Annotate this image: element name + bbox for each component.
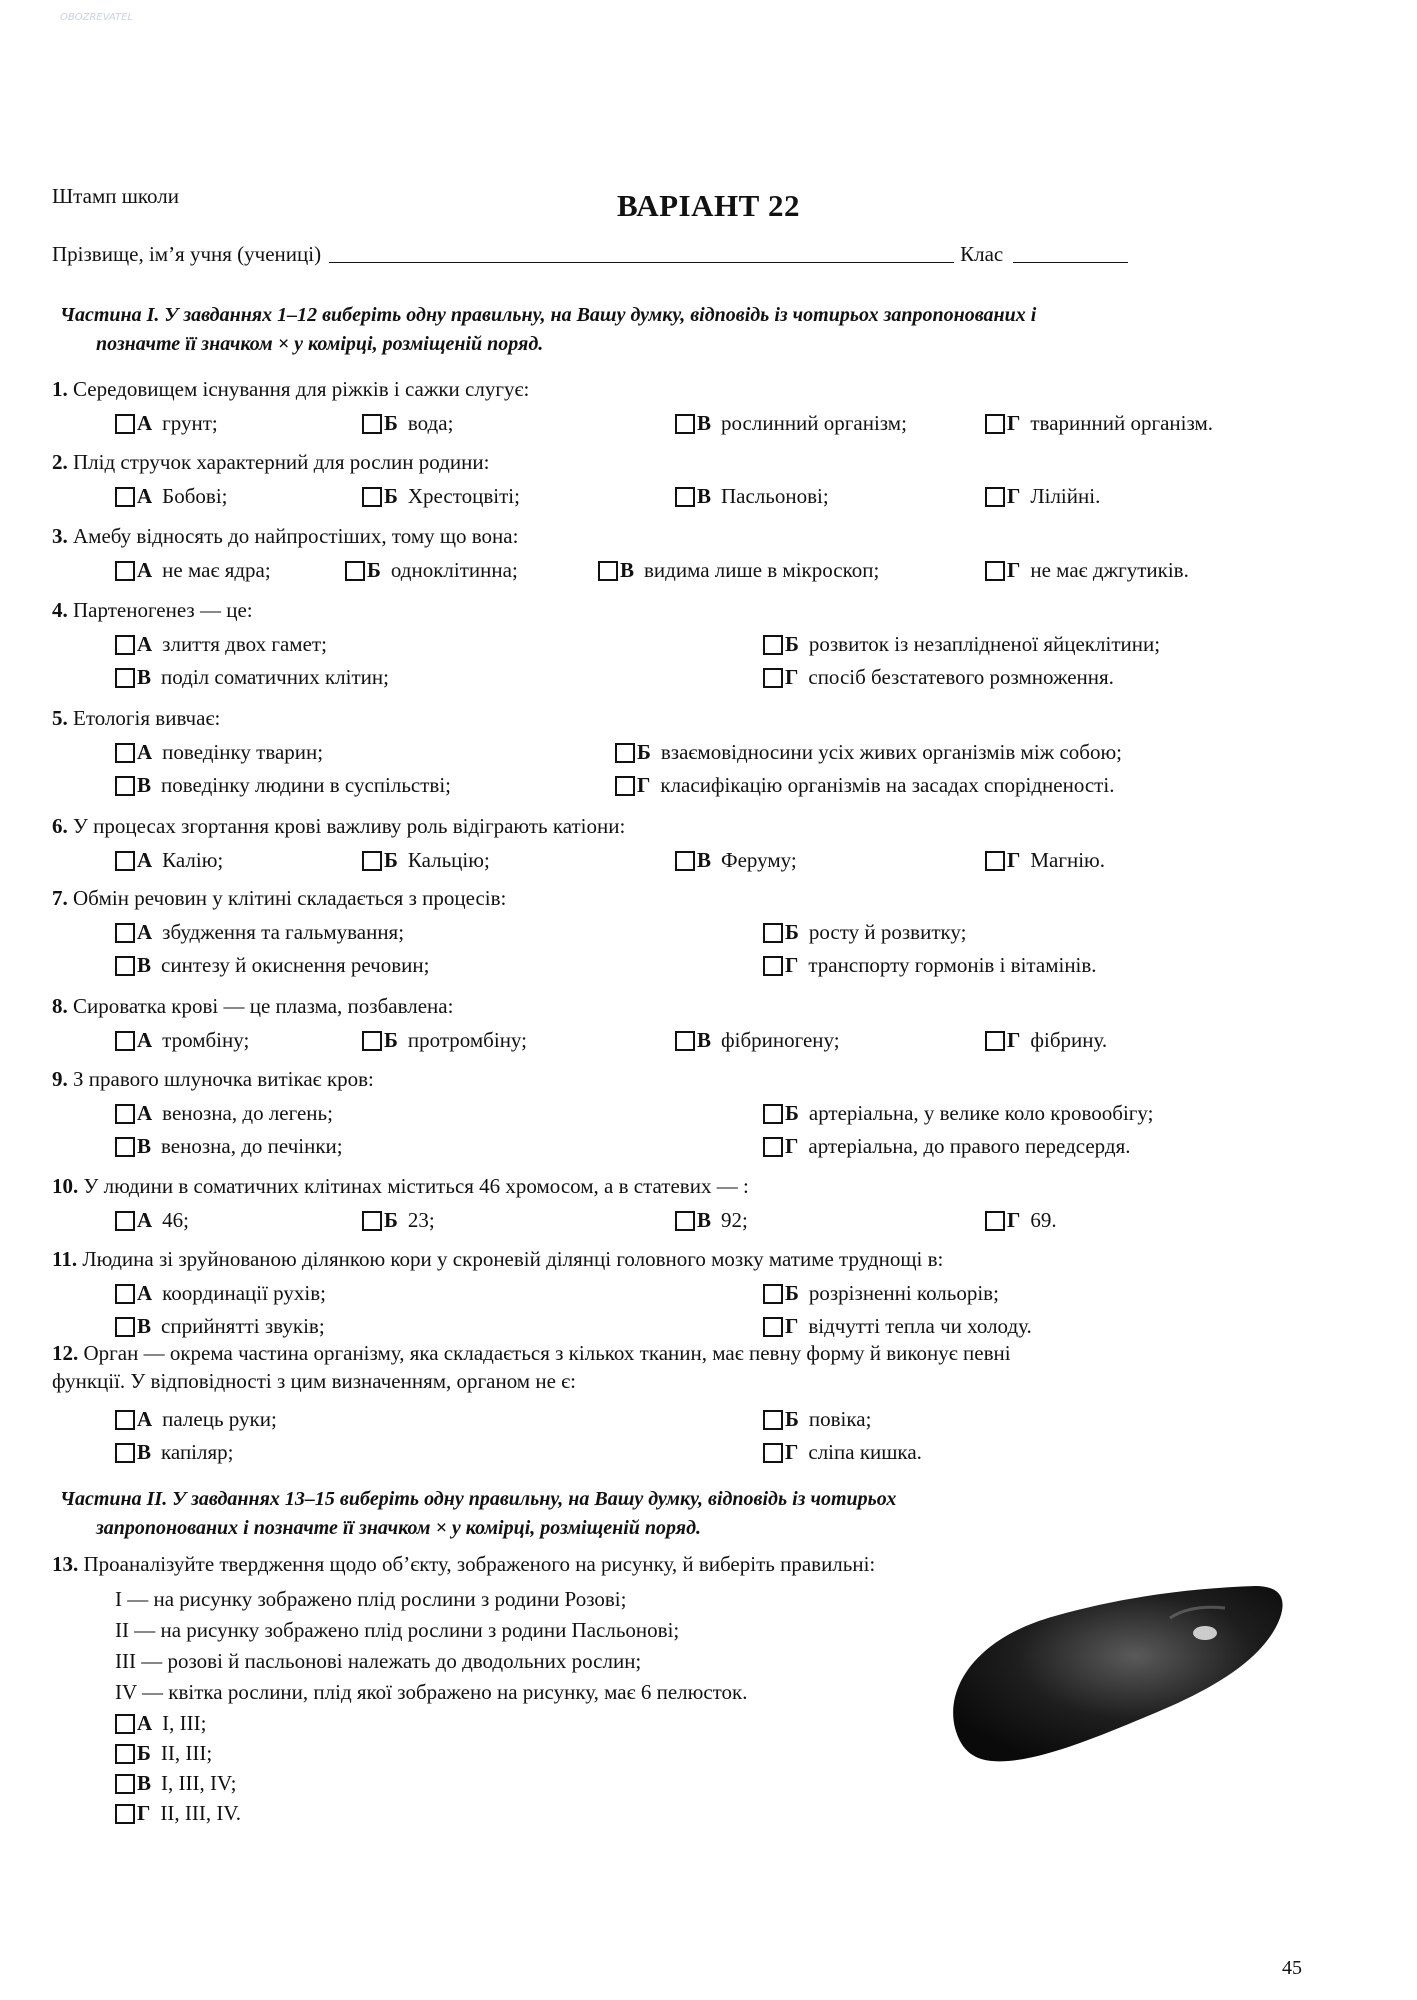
answer-checkbox[interactable] — [615, 743, 635, 763]
answer-option[interactable] — [675, 411, 907, 436]
answer-option[interactable] — [985, 558, 1189, 583]
option-text: тромбіну; — [162, 1028, 250, 1052]
option-letter: Г — [785, 1440, 799, 1464]
question-text: У людини в соматичних клітинах міститься 46 хромосом, а в статевих — : — [83, 1174, 749, 1198]
question-text: Плід стручок характерний для рослин родини: — [73, 450, 490, 474]
option-letter: А — [137, 484, 153, 508]
answer-option[interactable] — [985, 484, 1100, 509]
option-text: капіляр; — [161, 1440, 234, 1464]
answer-option[interactable] — [985, 1028, 1107, 1053]
answer-checkbox[interactable] — [115, 414, 135, 434]
answer-checkbox[interactable] — [115, 1211, 135, 1231]
question-4 — [52, 596, 1302, 624]
option-text: не має ядра; — [162, 558, 271, 582]
option-letter: Г — [137, 1801, 151, 1825]
option-letter: В — [697, 411, 712, 435]
option-letter: Б — [637, 740, 651, 764]
question-text: Сироватка крові — це плазма, позбавлена: — [73, 994, 454, 1018]
school-stamp-label: Штамп школи — [52, 184, 179, 208]
answer-option[interactable] — [115, 484, 228, 509]
option-letter: Г — [1007, 558, 1021, 582]
answer-option[interactable] — [115, 1440, 234, 1465]
answer-option[interactable] — [115, 1407, 277, 1432]
option-text: Феруму; — [721, 848, 797, 872]
answer-option[interactable] — [763, 953, 1097, 978]
option-text: повіка; — [808, 1407, 872, 1431]
question-text: Партеногенез — це: — [73, 598, 253, 622]
question-number: 5. — [52, 706, 68, 730]
name-field[interactable] — [329, 244, 954, 263]
answer-checkbox[interactable] — [763, 1104, 783, 1124]
answer-checkbox[interactable] — [763, 1317, 783, 1337]
option-text: синтезу й окиснення речовин; — [161, 953, 430, 977]
option-letter: Б — [384, 1208, 398, 1232]
question-number: 7. — [52, 886, 68, 910]
option-letter: В — [697, 1208, 712, 1232]
part2-instructions — [60, 1485, 1300, 1543]
question-number: 9. — [52, 1067, 68, 1091]
answer-option[interactable] — [763, 1134, 1130, 1159]
answer-option[interactable] — [675, 848, 797, 873]
question-number: 13. — [52, 1552, 79, 1576]
option-text: Кальцію; — [407, 848, 490, 872]
answer-checkbox[interactable] — [985, 414, 1005, 434]
answer-option[interactable] — [115, 1711, 206, 1736]
option-text: II, III, IV. — [160, 1801, 242, 1825]
option-letter: В — [137, 773, 152, 797]
question-number: 6. — [52, 814, 68, 838]
answer-checkbox[interactable] — [675, 851, 695, 871]
option-letter: А — [137, 411, 153, 435]
answer-option[interactable] — [115, 558, 271, 583]
option-text: Пасльонові; — [721, 484, 829, 508]
option-text: фібрину. — [1030, 1028, 1108, 1052]
answer-option[interactable] — [115, 632, 327, 657]
option-letter: Б — [785, 920, 799, 944]
option-letter: А — [137, 1711, 153, 1735]
option-text: фібриногену; — [721, 1028, 840, 1052]
question-number: 1. — [52, 377, 68, 401]
answer-option[interactable] — [985, 848, 1105, 873]
option-letter: Г — [1007, 484, 1021, 508]
answer-checkbox[interactable] — [763, 1443, 783, 1463]
part2-line1: Частина ІІ. У завданнях 13–15 виберіть одну правильну, на Вашу думку, відповідь із чотирьох — [60, 1488, 897, 1510]
answer-option[interactable] — [362, 1208, 435, 1233]
question-5 — [52, 704, 1302, 732]
option-letter: Г — [785, 1314, 799, 1338]
option-text: грунт; — [162, 411, 218, 435]
option-text: відчутті тепла чи холоду. — [808, 1314, 1032, 1338]
option-text: 92; — [721, 1208, 748, 1232]
answer-option[interactable] — [763, 1281, 999, 1306]
answer-option[interactable] — [115, 1801, 241, 1826]
answer-option[interactable] — [675, 1028, 840, 1053]
option-letter: В — [620, 558, 635, 582]
question-text: З правого шлуночка витікає кров: — [73, 1067, 374, 1091]
question-3 — [52, 522, 1302, 550]
part1-line2: позначте її значком × у комірці, розміщеній поряд. — [96, 333, 544, 355]
option-text: видима лише в мікроскоп; — [644, 558, 880, 582]
option-text: тваринний організм. — [1030, 411, 1213, 435]
statement: IV — квітка рослини, плід якої зображено на рисунку, має 6 пелюсток. — [115, 1680, 748, 1704]
option-text: палець руки; — [162, 1407, 277, 1431]
answer-option[interactable] — [115, 665, 389, 690]
question-6 — [52, 812, 1302, 840]
option-text: I, III, IV; — [161, 1771, 237, 1795]
answer-checkbox[interactable] — [115, 1410, 135, 1430]
answer-checkbox[interactable] — [115, 743, 135, 763]
option-letter: В — [137, 1771, 152, 1795]
answer-checkbox[interactable] — [985, 487, 1005, 507]
option-letter: А — [137, 848, 153, 872]
option-letter: А — [137, 740, 153, 764]
option-text: вода; — [407, 411, 454, 435]
option-letter: А — [137, 1407, 153, 1431]
question-8 — [52, 992, 1302, 1020]
answer-checkbox[interactable] — [362, 414, 382, 434]
question-number: 2. — [52, 450, 68, 474]
answer-checkbox[interactable] — [115, 668, 135, 688]
answer-option[interactable] — [615, 773, 1114, 798]
option-text: Магнію. — [1030, 848, 1105, 872]
answer-checkbox[interactable] — [115, 1284, 135, 1304]
option-text: 23; — [407, 1208, 435, 1232]
answer-checkbox[interactable] — [345, 561, 365, 581]
question-13 — [52, 1550, 1302, 1578]
option-letter: Г — [1007, 1028, 1021, 1052]
option-letter: В — [697, 848, 712, 872]
answer-checkbox[interactable] — [763, 1284, 783, 1304]
answer-option[interactable] — [763, 1101, 1153, 1126]
answer-checkbox[interactable] — [763, 668, 783, 688]
answer-checkbox[interactable] — [362, 1031, 382, 1051]
option-text: 69. — [1030, 1208, 1057, 1232]
question-text: Середовищем існування для ріжків і сажки слугує: — [73, 377, 530, 401]
answer-checkbox[interactable] — [763, 635, 783, 655]
statement: II — на рисунку зображено плід рослини з родини Пасльонові; — [115, 1618, 680, 1642]
answer-option[interactable] — [598, 558, 879, 583]
option-text: артеріальна, до правого передсердя. — [808, 1134, 1131, 1158]
question-9 — [52, 1065, 1302, 1093]
option-text: Калію; — [162, 848, 224, 872]
answer-checkbox[interactable] — [985, 1031, 1005, 1051]
question-2 — [52, 448, 1302, 476]
part2-line2: запропонованих і позначте її значком × у комірці, розміщеній поряд. — [96, 1517, 701, 1539]
option-letter: Б — [137, 1741, 151, 1765]
answer-option[interactable] — [115, 1281, 326, 1306]
answer-checkbox[interactable] — [115, 561, 135, 581]
class-field[interactable] — [1013, 244, 1128, 263]
option-text: Лілійні. — [1030, 484, 1101, 508]
option-text: артеріальна, у велике коло кровообігу; — [808, 1101, 1154, 1125]
option-letter: А — [137, 558, 153, 582]
option-letter: Г — [1007, 411, 1021, 435]
question-text: Людина зі зруйнованою ділянкою кори у скроневій ділянці головного мозку матиме труднощі в: — [82, 1247, 944, 1271]
option-text: збудження та гальмування; — [162, 920, 405, 944]
option-text: розвиток із незаплідненої яйцеклітини; — [808, 632, 1161, 656]
option-letter: Г — [637, 773, 651, 797]
answer-option[interactable] — [362, 411, 453, 436]
option-text: росту й розвитку; — [808, 920, 967, 944]
option-text: транспорту гормонів і вітамінів. — [808, 953, 1097, 977]
answer-option[interactable] — [115, 1028, 249, 1053]
option-letter: В — [697, 484, 712, 508]
option-letter: Г — [785, 1134, 799, 1158]
answer-checkbox[interactable] — [985, 851, 1005, 871]
option-letter: В — [137, 1134, 152, 1158]
option-text: координації рухів; — [162, 1281, 326, 1305]
answer-option[interactable] — [763, 632, 1160, 657]
answer-checkbox[interactable] — [615, 776, 635, 796]
question-1 — [52, 375, 1302, 403]
option-letter: Г — [785, 665, 799, 689]
question-7 — [52, 884, 1302, 912]
statement: I — на рисунку зображено плід рослини з родини Розові; — [115, 1587, 627, 1611]
answer-option[interactable] — [362, 848, 490, 873]
question-number: 10. — [52, 1174, 79, 1198]
question-text: Обмін речовин у клітині складається з процесів: — [73, 886, 507, 910]
question-11 — [52, 1245, 1302, 1273]
answer-option[interactable] — [763, 665, 1114, 690]
option-text: злиття двох гамет; — [162, 632, 327, 656]
answer-option[interactable] — [985, 411, 1213, 436]
question-12 — [52, 1339, 1302, 1395]
option-letter: В — [137, 1440, 152, 1464]
option-text: Бобові; — [162, 484, 228, 508]
answer-checkbox[interactable] — [115, 1804, 135, 1824]
option-letter: В — [137, 665, 152, 689]
question-number: 3. — [52, 524, 68, 548]
question-text: Етологія вивчає: — [73, 706, 221, 730]
statement: III — розові й пасльонові належать до дводольних рослин; — [115, 1649, 642, 1673]
option-text: сприйнятті звуків; — [161, 1314, 325, 1338]
answer-option[interactable] — [115, 740, 323, 765]
answer-checkbox[interactable] — [675, 1031, 695, 1051]
fruit-photo — [935, 1578, 1295, 1768]
answer-option[interactable] — [763, 920, 966, 945]
option-letter: А — [137, 1208, 153, 1232]
answer-option[interactable] — [763, 1314, 1032, 1339]
option-letter: А — [137, 1101, 153, 1125]
answer-option[interactable] — [115, 953, 429, 978]
option-text: рослинний організм; — [721, 411, 907, 435]
option-letter: А — [137, 1281, 153, 1305]
answer-checkbox[interactable] — [115, 635, 135, 655]
option-text: розрізненні кольорів; — [808, 1281, 999, 1305]
option-letter: Б — [785, 1101, 799, 1125]
answer-checkbox[interactable] — [115, 1317, 135, 1337]
option-letter: Б — [384, 1028, 398, 1052]
answer-checkbox[interactable] — [115, 776, 135, 796]
answer-checkbox[interactable] — [115, 1774, 135, 1794]
option-letter: В — [697, 1028, 712, 1052]
answer-option[interactable] — [115, 773, 451, 798]
option-letter: В — [137, 953, 152, 977]
option-text: Хрестоцвіті; — [407, 484, 520, 508]
part1-line1: Частина І. У завданнях 1–12 виберіть одну правильну, на Вашу думку, відповідь із чотирьох запропонованих і — [60, 304, 1037, 326]
page-title: ВАРІАНТ 22 — [616, 188, 801, 223]
option-letter: Г — [1007, 848, 1021, 872]
answer-checkbox[interactable] — [763, 956, 783, 976]
part1-instructions — [60, 301, 1300, 359]
answer-option[interactable] — [115, 411, 218, 436]
page-number: 45 — [1282, 1957, 1302, 1979]
question-number: 11. — [52, 1247, 78, 1271]
answer-checkbox[interactable] — [362, 1211, 382, 1231]
option-letter: Б — [384, 484, 398, 508]
option-text: поведінку тварин; — [162, 740, 324, 764]
answer-option[interactable] — [115, 1101, 333, 1126]
question-text: Амебу відносять до найпростіших, тому що вона: — [73, 524, 519, 548]
answer-checkbox[interactable] — [763, 1410, 783, 1430]
option-text: взаємовідносини усіх живих організмів між собою; — [660, 740, 1122, 764]
answer-option[interactable] — [115, 1208, 189, 1233]
option-text: венозна, до печінки; — [161, 1134, 343, 1158]
answer-option[interactable] — [115, 848, 223, 873]
answer-checkbox[interactable] — [115, 1714, 135, 1734]
class-label: Клас — [960, 242, 1004, 266]
answer-option[interactable] — [763, 1440, 922, 1465]
option-text: сліпа кишка. — [808, 1440, 922, 1464]
answer-checkbox[interactable] — [763, 923, 783, 943]
option-text: 46; — [162, 1208, 190, 1232]
answer-checkbox[interactable] — [115, 1443, 135, 1463]
question-number: 4. — [52, 598, 68, 622]
answer-option[interactable] — [615, 740, 1122, 765]
option-text: поведінку людини в суспільстві; — [161, 773, 451, 797]
option-letter: Б — [384, 411, 398, 435]
option-text: одноклітинна; — [390, 558, 518, 582]
option-letter: Б — [785, 1407, 799, 1431]
answer-option[interactable] — [362, 484, 520, 509]
answer-option[interactable] — [115, 1741, 212, 1766]
answer-checkbox[interactable] — [362, 487, 382, 507]
answer-checkbox[interactable] — [115, 1104, 135, 1124]
answer-checkbox[interactable] — [675, 1211, 695, 1231]
answer-option[interactable] — [763, 1407, 871, 1432]
question-text: Проаналізуйте твердження щодо об’єкту, зображеного на рисунку, й виберіть правильні: — [83, 1552, 876, 1576]
question-number: 8. — [52, 994, 68, 1018]
answer-checkbox[interactable] — [763, 1137, 783, 1157]
option-letter: А — [137, 920, 153, 944]
question-number: 12. — [52, 1341, 79, 1365]
answer-option[interactable] — [985, 1208, 1057, 1233]
answer-option[interactable] — [675, 484, 829, 509]
answer-checkbox[interactable] — [115, 851, 135, 871]
option-text: II, III; — [160, 1741, 213, 1765]
student-name-row — [52, 242, 1182, 267]
option-text: I, III; — [162, 1711, 207, 1735]
name-label: Прізвище, ім’я учня (учениці) — [52, 242, 322, 266]
watermark: OBOZREVATEL — [60, 12, 133, 23]
answer-checkbox[interactable] — [115, 923, 135, 943]
question-10 — [52, 1172, 1302, 1200]
answer-checkbox[interactable] — [115, 1031, 135, 1051]
option-letter: Г — [1007, 1208, 1021, 1232]
question-text-cont: функції. У відповідності з цим визначенням, органом не є: — [52, 1369, 577, 1393]
option-text: поділ соматичних клітин; — [161, 665, 389, 689]
answer-checkbox[interactable] — [675, 414, 695, 434]
answer-checkbox[interactable] — [985, 1211, 1005, 1231]
answer-checkbox[interactable] — [362, 851, 382, 871]
answer-checkbox[interactable] — [598, 561, 618, 581]
question-text: Орган — окрема частина організму, яка складається з кількох тканин, має певну форму й виконує певні — [83, 1341, 1011, 1365]
option-text: не має джгутиків. — [1030, 558, 1189, 582]
option-letter: А — [137, 632, 153, 656]
answer-option[interactable] — [675, 1208, 748, 1233]
option-letter: Б — [367, 558, 381, 582]
answer-option[interactable] — [115, 1314, 325, 1339]
option-text: венозна, до легень; — [162, 1101, 333, 1125]
option-letter: Г — [785, 953, 799, 977]
answer-option[interactable] — [115, 920, 404, 945]
answer-checkbox[interactable] — [985, 561, 1005, 581]
answer-checkbox[interactable] — [115, 1744, 135, 1764]
answer-option[interactable] — [115, 1134, 343, 1159]
answer-checkbox[interactable] — [115, 487, 135, 507]
option-text: протромбіну; — [407, 1028, 527, 1052]
answer-option[interactable] — [115, 1771, 236, 1796]
option-letter: Б — [785, 1281, 799, 1305]
option-text: класифікацію організмів на засадах спорідненості. — [660, 773, 1115, 797]
answer-checkbox[interactable] — [115, 1137, 135, 1157]
option-letter: А — [137, 1028, 153, 1052]
answer-checkbox[interactable] — [115, 956, 135, 976]
option-letter: Б — [785, 632, 799, 656]
answer-checkbox[interactable] — [675, 487, 695, 507]
answer-option[interactable] — [345, 558, 518, 583]
option-text: спосіб безстатевого розмноження. — [808, 665, 1114, 689]
option-letter: Б — [384, 848, 398, 872]
answer-option[interactable] — [362, 1028, 527, 1053]
option-letter: В — [137, 1314, 152, 1338]
question-text: У процесах згортання крові важливу роль відіграють катіони: — [73, 814, 626, 838]
